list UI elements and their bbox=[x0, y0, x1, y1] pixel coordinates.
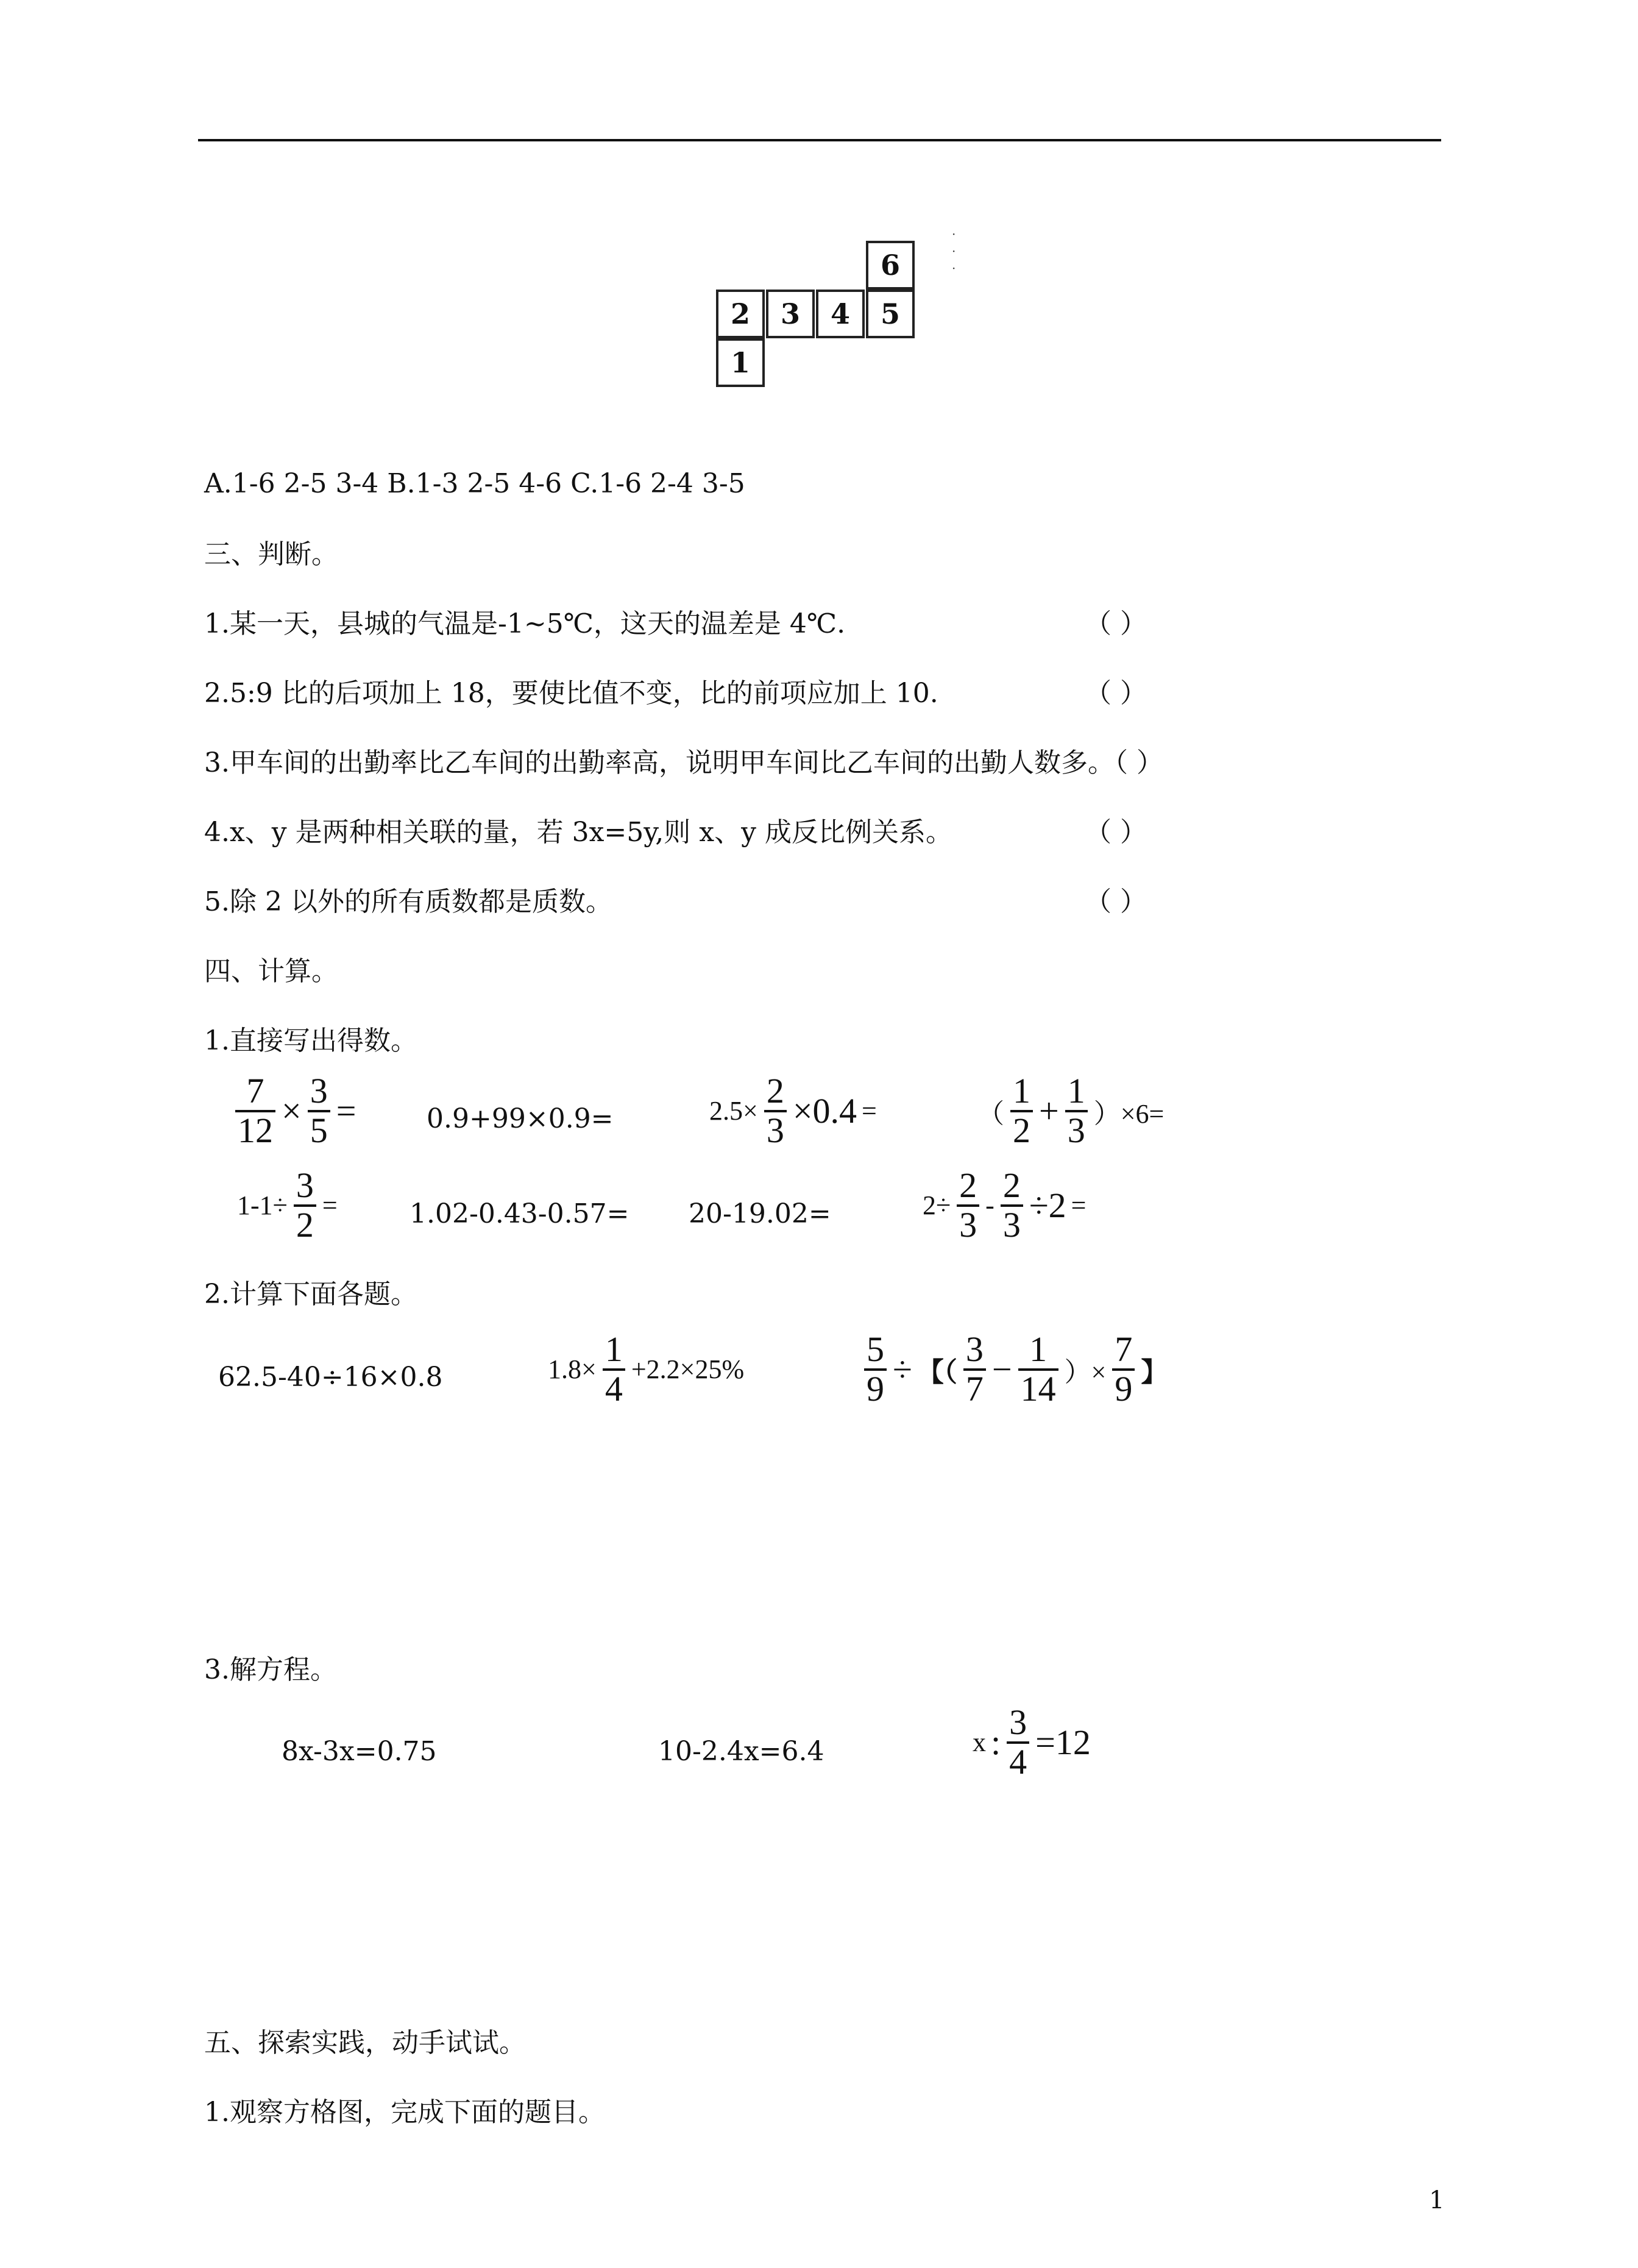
equation-3: x : $\frac{3}{4}$ =12 bbox=[973, 1702, 1091, 1782]
sub-1-title: 1.直接写出得数。 bbox=[204, 1025, 417, 1056]
answer-options: A.1-6 2-5 3-4 B.1-3 2-5 4-6 C.1-6 2-4 3-5 bbox=[204, 468, 745, 499]
equation-2: 10-2.4x=6.4 bbox=[658, 1736, 824, 1767]
calc-r2-e3: 20-19.02= bbox=[689, 1198, 831, 1229]
page-number: 1 bbox=[1429, 2186, 1445, 2214]
judge-item-4: 4.x、y 是两种相关联的量，若 3x=5y,则 x、y 成反比例关系。 bbox=[204, 817, 952, 848]
section-5-sub-1: 1.观察方格图，完成下面的题目。 bbox=[204, 2097, 605, 2128]
judge-item-2: 2.5:9 比的后项加上 18，要使比值不变，比的前项应加上 10. bbox=[204, 678, 938, 709]
judge-item-5: 5.除 2 以外的所有质数都是质数。 bbox=[204, 886, 612, 917]
cube-net-figure bbox=[716, 241, 917, 390]
net-cell-2: 2 bbox=[716, 290, 765, 338]
section-5-title: 五、探索实践，动手试试。 bbox=[204, 2027, 526, 2058]
calc-2-e3: $\frac{5}{9}$ ÷ 【（ $\frac{3}{7}$ − $\frac{1}{14}$ ）× $\frac{7}{9}$ 】 bbox=[860, 1331, 1170, 1408]
section-4-title: 四、计算。 bbox=[204, 956, 338, 987]
section-3-title: 三、判断。 bbox=[204, 539, 338, 570]
calc-r1-e4: （ $\frac{1}{2}$ + $\frac{1}{3}$ ）×6= bbox=[977, 1071, 1165, 1150]
judge-paren-4: （ ） bbox=[1085, 817, 1147, 848]
judge-item-1: 1.某一天，县城的气温是-1~5℃，这天的温差是 4℃. bbox=[204, 608, 846, 639]
judge-paren-2: （ ） bbox=[1085, 678, 1147, 709]
calc-2-e2: 1.8× $\frac{1}{4}$ +2.2×25% bbox=[548, 1329, 745, 1409]
judge-paren-1: （ ） bbox=[1085, 608, 1147, 639]
judge-paren-5: （ ） bbox=[1085, 886, 1147, 917]
judge-item-3: 3.甲车间的出勤率比乙车间的出勤率高，说明甲车间比乙车间的出勤人数多。（ ） bbox=[204, 747, 1163, 778]
net-cell-3: 3 bbox=[766, 290, 815, 338]
net-cell-1: 1 bbox=[716, 338, 765, 387]
calc-r1-e2: 0.9+99×0.9= bbox=[427, 1103, 614, 1134]
calc-r2-e4: 2÷ $\frac{2}{3}$ - $\frac{2}{3}$ ÷2 = bbox=[923, 1165, 1087, 1245]
sub-3-title: 3.解方程。 bbox=[204, 1654, 337, 1685]
sub-2-title: 2.计算下面各题。 bbox=[204, 1279, 417, 1310]
dot-marks: · · · bbox=[952, 227, 956, 276]
calc-2-e1: 62.5-40÷16×0.8 bbox=[218, 1362, 443, 1393]
net-cell-5: 5 bbox=[866, 290, 915, 338]
calc-r1-e1: $\frac{7}{12}$ × $\frac{3}{5}$ = bbox=[232, 1073, 358, 1150]
equation-1: 8x-3x=0.75 bbox=[282, 1736, 437, 1767]
calc-r1-e3: 2.5× $\frac{2}{3}$ ×0.4 = bbox=[709, 1071, 877, 1150]
net-cell-4: 4 bbox=[816, 290, 865, 338]
header-rule bbox=[198, 139, 1441, 141]
net-cell-6: 6 bbox=[866, 241, 915, 290]
calc-r2-e1: 1-1÷ $\frac{3}{2}$ = bbox=[237, 1165, 338, 1245]
calc-r2-e2: 1.02-0.43-0.57= bbox=[410, 1198, 629, 1229]
